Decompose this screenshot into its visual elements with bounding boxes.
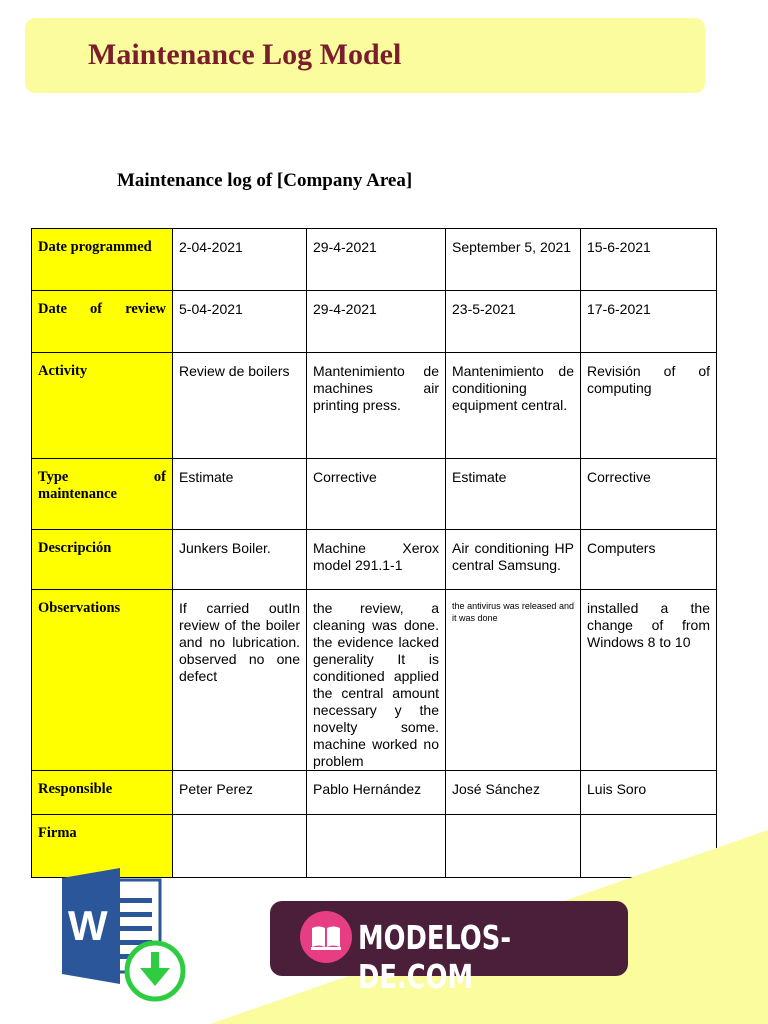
table-cell: If carried outIn review of the boiler and no lubrication. observed no one defect (173, 590, 307, 771)
table-cell: the review, a cleaning was done. the evidence lacked generality It is conditioned applied the central amount necessary y the novelty some. machine worked no problem (307, 590, 446, 771)
table-cell: Corrective (581, 459, 717, 530)
row-label-date-of-review: Date of review (32, 291, 173, 353)
table-cell: 29-4-2021 (307, 229, 446, 291)
title-banner (25, 18, 705, 93)
table-cell: Pablo Hernández (307, 771, 446, 815)
book-icon (300, 911, 352, 963)
row-label-type-of-maintenance: Type of maintenance (32, 459, 173, 530)
maintenance-log-table (31, 228, 717, 878)
table-cell: Corrective (307, 459, 446, 530)
table-cell: José Sánchez (446, 771, 581, 815)
table-cell: Revisión of of computing (581, 353, 717, 459)
brand-logo-circle (300, 911, 352, 963)
row-label-activity: Activity (32, 353, 173, 459)
brand-badge[interactable] (270, 901, 628, 996)
table-row (32, 590, 717, 771)
table-cell: Peter Perez (173, 771, 307, 815)
table-row (32, 530, 717, 590)
table-cell: 23-5-2021 (446, 291, 581, 353)
table-cell: Estimate (173, 459, 307, 530)
row-label-responsible: Responsible (32, 771, 173, 815)
table-cell: 17-6-2021 (581, 291, 717, 353)
brand-name: MODELOS-DE.COM (358, 918, 512, 996)
table-cell: Luis Soro (581, 771, 717, 815)
table-cell: Review de boilers (173, 353, 307, 459)
table-cell: 15-6-2021 (581, 229, 717, 291)
row-label-date-programmed: Date programmed (32, 229, 173, 291)
page-title: Maintenance Log Model (88, 38, 402, 71)
table-row (32, 353, 717, 459)
download-arrow-icon (127, 943, 183, 999)
svg-text:W: W (68, 902, 108, 949)
table-cell: Machine Xerox model 291.1-1 (307, 530, 446, 590)
table-cell: 29-4-2021 (307, 291, 446, 353)
section-subtitle: Maintenance log of [Company Area] (117, 170, 413, 191)
table-cell: 2-04-2021 (173, 229, 307, 291)
row-label-observations: Observations (32, 590, 173, 771)
row-label-firma: Firma (32, 815, 173, 878)
table-cell: Computers (581, 530, 717, 590)
table-cell: Mantenimiento de conditioning equipment central. (446, 353, 581, 459)
table-cell: Air conditioning HP central Samsung. (446, 530, 581, 590)
word-document-icon (62, 868, 192, 1008)
table-cell: Mantenimiento de machines air printing press. (307, 353, 446, 459)
table-row (32, 291, 717, 353)
table-cell: Estimate (446, 459, 581, 530)
table-cell: the antivirus was released and it was done (446, 590, 581, 771)
table-cell: 5-04-2021 (173, 291, 307, 353)
table-cell: Junkers Boiler. (173, 530, 307, 590)
table-cell: installed a the change of from Windows 8 to 10 (581, 590, 717, 771)
table-row (32, 229, 717, 291)
row-label-description: Descripción (32, 530, 173, 590)
table-row (32, 459, 717, 530)
table-row (32, 771, 717, 815)
table-cell: September 5, 2021 (446, 229, 581, 291)
